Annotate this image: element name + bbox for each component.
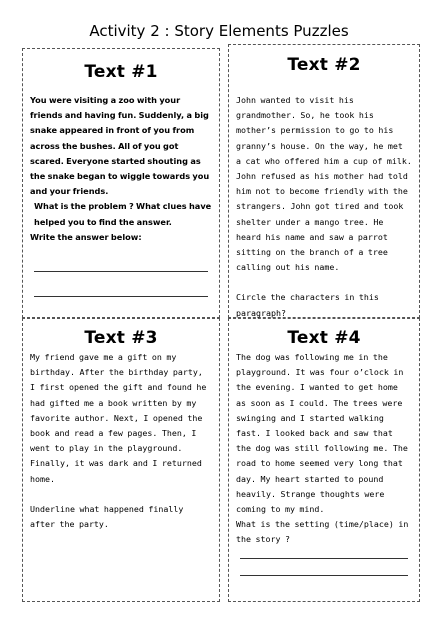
answer-line[interactable] [34, 296, 208, 297]
text-card-3 [22, 318, 220, 602]
text-card-1 [22, 48, 220, 318]
card-text: You were visiting a zoo with your friends and having fun. Suddenly, a big snake appeared in front of you from across the bushes. All of you got scared. Everyone started shouting as the snake began to wiggle towards you and your friends. [30, 95, 210, 197]
text-card-2 [228, 44, 420, 318]
text-card-4 [228, 318, 420, 602]
card-heading: Text #2 [287, 55, 361, 75]
card-heading: Text #4 [287, 328, 361, 348]
card-text: My friend gave me a gift on my birthday. After the birthday party, I first opened the gift and found he had gifted me a book written by my favorite author. Next, I opened the book and read a few pages. Then, I went to play in the playground. Finally, it was dark and I returned home. [30, 352, 207, 484]
card-question: Underline what happened finally after the party. [30, 503, 184, 530]
card-text: John wanted to visit his grandmother. So, he took his mother’s permission to go to his granny’s house. On the way, he met a cat who offered him a cup of milk. John refused as his mother had told him not to become friendly with the strangers. John got tired and took shelter under a mango tree. He heard his name and saw a parrot sitting on the branch of a tree calling out his name. [236, 95, 412, 273]
card-heading: Text #1 [84, 62, 158, 82]
answer-line[interactable] [240, 575, 408, 576]
card-question: What is the setting (time/place) in the story ? [236, 519, 409, 545]
answer-line[interactable] [240, 558, 408, 559]
card-question: Circle the characters in this paragraph? [236, 292, 379, 318]
answer-line[interactable] [34, 271, 208, 272]
card-instruction: Write the answer below: [30, 231, 142, 242]
card-text: The dog was following me in the playground. It was four o’clock in the evening. I wanted to get home as soon as I could. The trees were swinging and I started walking fast. I looked back and saw that the dog was still following me. The road to home seemed very long that day. My heart started to pound heavily. Strange thoughts were coming to my mind. [236, 352, 408, 515]
page-title: Activity 2 : Story Elements Puzzles [89, 22, 349, 40]
card-heading: Text #3 [84, 328, 158, 348]
card-question: What is the problem ? What clues have helped you to find the answer. [34, 201, 212, 227]
